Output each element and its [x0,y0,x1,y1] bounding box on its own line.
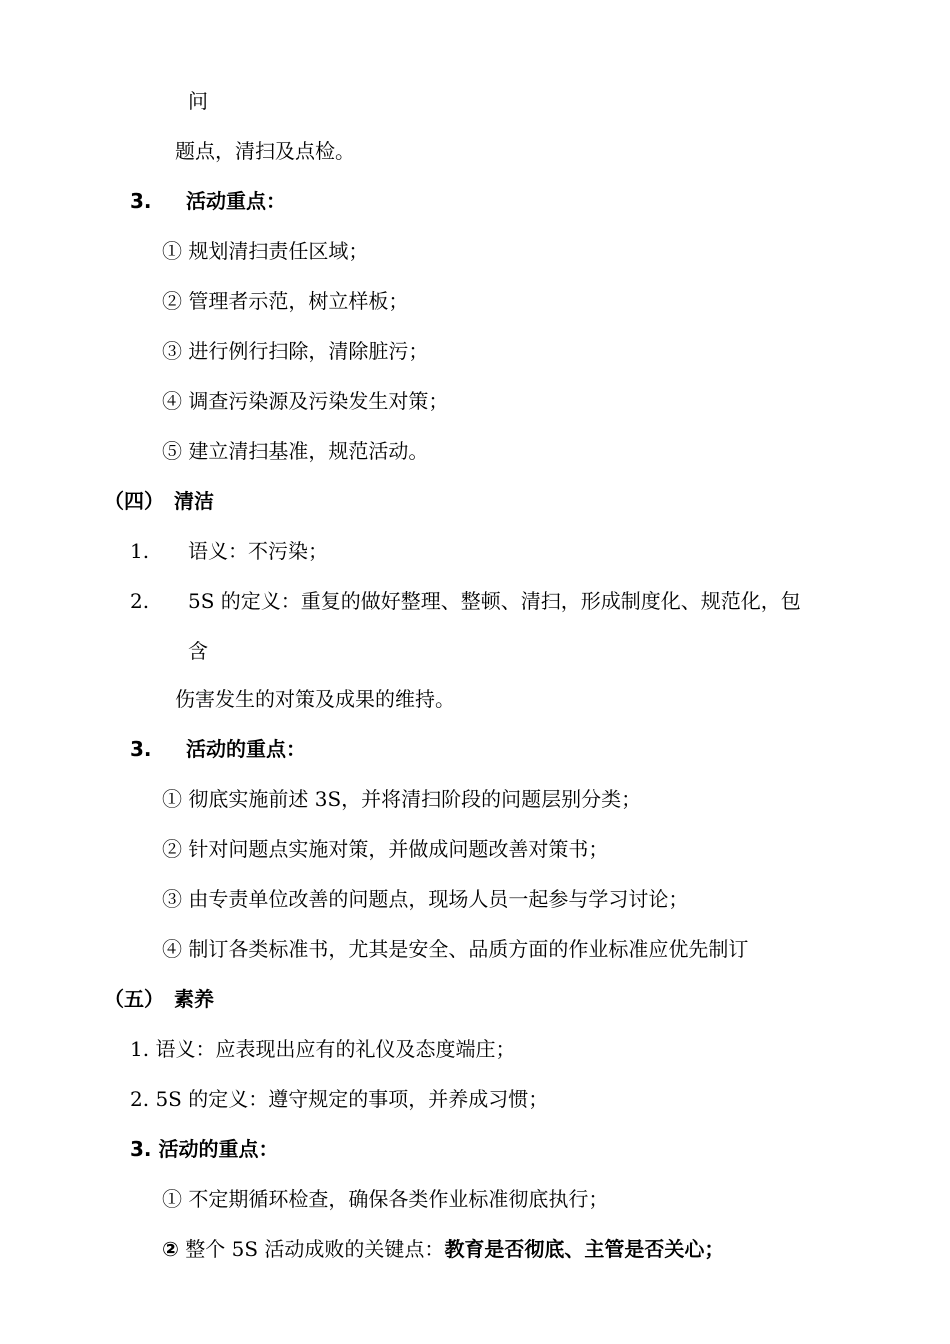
line-text: 题点，清扫及点检。 [175,139,355,163]
list-marker: ② [162,1237,179,1261]
section-number: （四） [104,489,164,513]
subheading-text: 3. 活动的重点： [130,1137,279,1161]
list-item-text: 1. 语义：应表现出应有的礼仪及态度端庄； [130,1037,516,1061]
list-item-text: 语义：不污染； [188,539,328,563]
list-item [162,288,408,314]
list-item [130,1086,548,1112]
list-item-text: ④ 制订各类标准书，尤其是安全、品质方面的作业标准应优先制订 [162,937,749,961]
list-item [130,1036,515,1062]
list-item-text: ② 管理者示范，树立样板； [162,289,409,313]
subheading-activity-focus [130,1136,278,1162]
text-line [175,686,455,712]
list-number: 2. [130,589,150,613]
list-item [162,886,688,912]
list-item-text: ④ 调查污染源及污染发生对策； [162,389,449,413]
list-item-text: 5S 的定义：重复的做好整理、整顿、清扫，形成制度化、规范化，包 [188,589,801,613]
list-item [162,438,428,464]
list-item-text: 整个 5S 活动成败的关键点： [178,1237,445,1261]
list-item-text: ③ 进行例行扫除，清除脏污； [162,339,429,363]
list-item-text: ② 针对问题点实施对策，并做成问题改善对策书； [162,837,609,861]
subheading-text: 活动重点： [186,189,286,213]
emphasis-text: 教育是否彻底、主管是否关心； [444,1237,725,1261]
list-item [130,588,801,614]
line-text: 含 [188,639,208,663]
section-heading-cleanliness [104,488,214,514]
text-line [175,138,355,164]
list-item [162,1186,608,1212]
section-heading-discipline [104,986,214,1012]
list-item-text: ⑤ 建立清扫基准，规范活动。 [162,439,429,463]
list-item-text: ① 不定期循环检查，确保各类作业标准彻底执行； [162,1187,609,1211]
line-text: 问 [188,89,208,113]
subheading-activity-focus [130,188,286,214]
list-item-text: ① 彻底实施前述 3S，并将清扫阶段的问题层别分类； [162,787,642,811]
list-item-text: ③ 由专责单位改善的问题点，现场人员一起参与学习讨论； [162,887,689,911]
subheading-activity-focus [130,736,306,762]
list-item-text: ① 规划清扫责任区域； [162,239,369,263]
list-number: 3. [130,189,152,213]
section-title: 素养 [174,987,214,1011]
list-item [130,538,328,564]
list-item [162,836,608,862]
section-number: （五） [104,987,164,1011]
list-item-text: 2. 5S 的定义：遵守规定的事项，并养成习惯； [130,1087,549,1111]
line-text: 伤害发生的对策及成果的维持。 [175,687,455,711]
subheading-text: 活动的重点： [186,737,306,761]
list-item [162,238,368,264]
list-item [162,936,748,962]
list-item [162,1236,724,1262]
section-title: 清洁 [174,489,214,513]
list-number: 1. [130,539,150,563]
text-line [188,638,208,664]
list-item [162,338,428,364]
list-item [162,786,641,812]
text-line [188,88,208,114]
list-number: 3. [130,737,152,761]
list-item [162,388,448,414]
